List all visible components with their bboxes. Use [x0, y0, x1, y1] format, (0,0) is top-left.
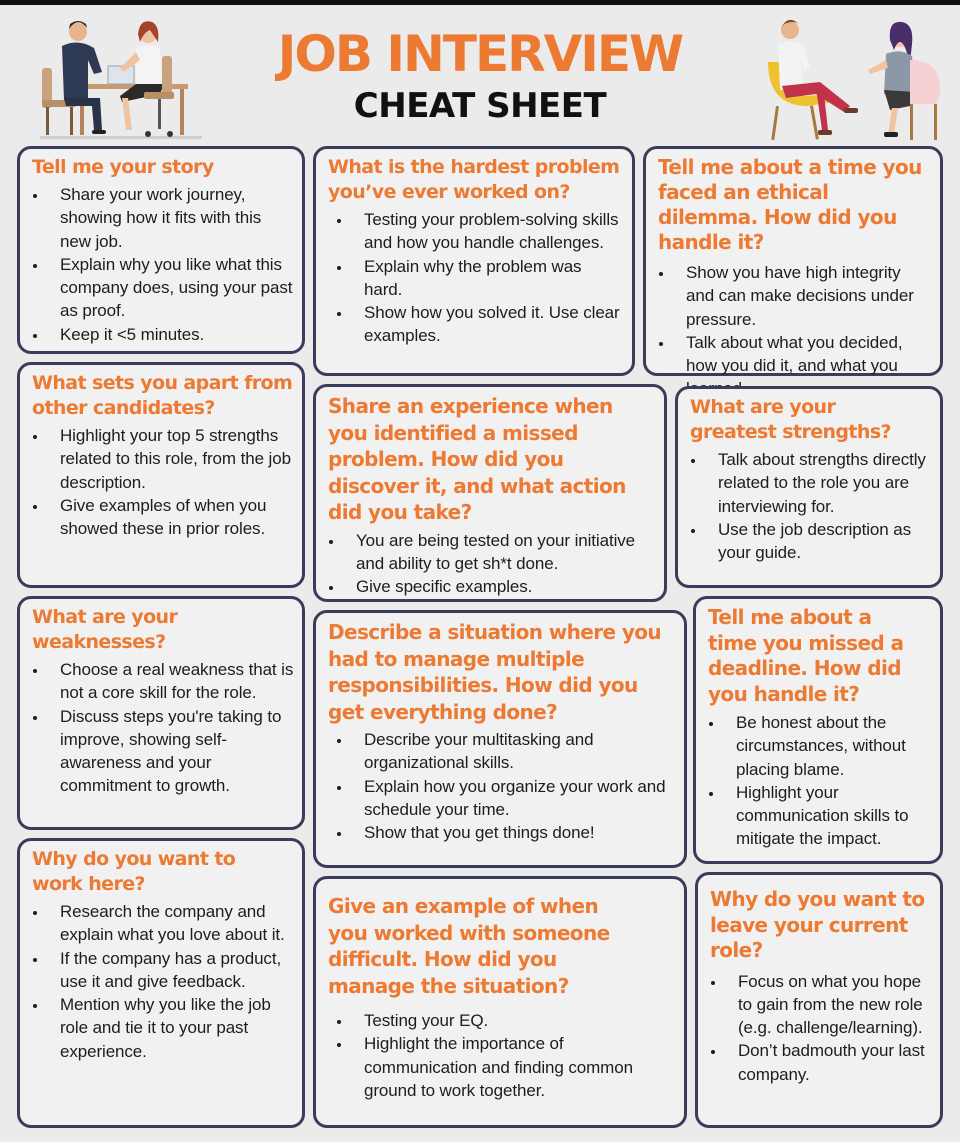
card-point: • Don’t badmouth your last company.: [726, 1039, 932, 1086]
card-someone-difficult: [313, 876, 687, 1128]
card-title: What is the hardest problem you’ve ever worked on?: [328, 156, 620, 203]
card-point: • Be honest about the circumstances, without placing blame.: [724, 711, 932, 781]
card-title: Give an example of when you worked with someone difficult. How did you manage the situation?: [328, 894, 610, 998]
card-point: • Give specific examples.: [344, 575, 656, 598]
card-point: • Highlight your communication skills to mitigate the impact.: [724, 781, 932, 851]
card-title: Tell me about a time you faced an ethical dilemma. How did you handle it?: [658, 155, 922, 254]
card-title: Describe a situation where you had to manage multiple responsibilities. How did you get everything done?: [328, 620, 662, 724]
top-bar: [0, 0, 960, 5]
card-point: • Show that you get things done!: [352, 821, 676, 844]
page-subtitle: CHEAT SHEET: [353, 86, 607, 126]
card-title: What sets you apart from other candidates?: [32, 372, 293, 419]
card-point: • Choose a real weakness that is not a core skill for the role.: [48, 658, 294, 705]
card-leave-current-role: [695, 872, 943, 1128]
card-point: • Share your work journey, showing how it fits with this new job.: [48, 183, 294, 253]
card-point: • Describe your multitasking and organizational skills.: [352, 728, 676, 775]
card-greatest-strengths: [675, 386, 943, 588]
card-title: Share an experience when you identified a missed problem. How did you discover it, and what action did you take?: [328, 394, 626, 524]
page-title: JOB INTERVIEW: [277, 25, 683, 83]
card-point: • Explain why you like what this company does, using your past as proof.: [48, 253, 294, 323]
card-point: • Explain how you organize your work and schedule your time.: [352, 775, 676, 822]
card-point: • Testing your problem-solving skills and how you handle challenges.: [352, 208, 624, 255]
card-point: • Testing your EQ.: [352, 1009, 676, 1032]
card-ethical-dilemma: [643, 146, 943, 376]
card-point: • Focus on what you hope to gain from the new role (e.g. challenge/learning).: [726, 970, 932, 1040]
card-point: • If the company has a product, use it and give feedback.: [48, 947, 294, 994]
card-what-sets-you-apart: [17, 362, 305, 588]
card-title: Tell me your story: [32, 156, 214, 178]
card-tell-me-your-story: [17, 146, 305, 354]
card-point: • Discuss steps you're taking to improve, showing self-awareness and your commitment to growth.: [48, 705, 294, 798]
card-point: • Show how you solved it. Use clear examples.: [352, 301, 624, 348]
card-point: • Highlight your top 5 strengths related to this role, from the job description.: [48, 424, 294, 494]
card-point: • Talk about strengths directly related to the role you are interviewing for.: [706, 448, 932, 518]
card-point: • Explain why the problem was hard.: [352, 255, 624, 302]
card-title: What are your greatest strengths?: [690, 396, 891, 443]
card-hardest-problem: [313, 146, 635, 376]
card-title: Tell me about a time you missed a deadline. How did you handle it?: [708, 605, 904, 706]
card-point: • Use the job description as your guide.: [706, 518, 932, 565]
card-why-work-here: [17, 838, 305, 1128]
card-missed-problem: [313, 384, 667, 602]
card-point: • Research the company and explain what you love about it.: [48, 900, 294, 947]
card-point: • Keep it <5 minutes.: [48, 323, 294, 346]
card-multiple-responsibilities: [313, 610, 687, 868]
card-point: • Mention why you like the job role and tie it to your past experience.: [48, 993, 294, 1063]
card-point: • Highlight the importance of communication and finding common ground to work together.: [352, 1032, 676, 1102]
card-point: • Give examples of when you showed these in prior roles.: [48, 494, 294, 541]
card-missed-deadline: [693, 596, 943, 864]
card-title: Why do you want to work here?: [32, 848, 236, 895]
card-point: • You are being tested on your initiative and ability to get sh*t done.: [344, 529, 656, 576]
card-title: What are your weaknesses?: [32, 606, 178, 653]
card-title: Why do you want to leave your current role?: [710, 887, 925, 962]
card-point: • Talk about what you decided, how you did it, and what you: [674, 331, 932, 401]
card-point: • Show you have high integrity and can make decisions under pressure.: [674, 261, 932, 331]
card-weaknesses: [17, 596, 305, 830]
